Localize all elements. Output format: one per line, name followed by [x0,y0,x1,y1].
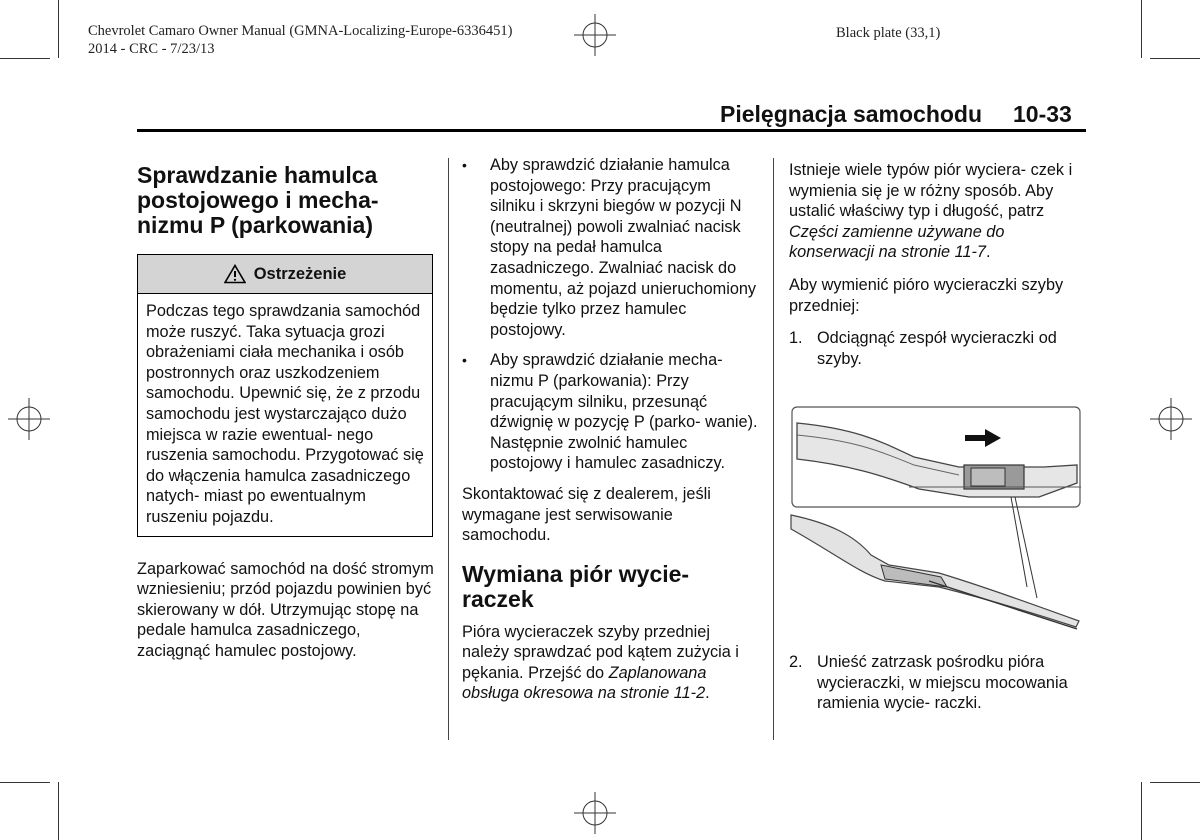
print-meta-line1: Chevrolet Camaro Owner Manual (GMNA-Localizing-Europe-6336451) [88,23,513,39]
warning-header [138,255,432,294]
bullet-text: Aby sprawdzić działanie mecha- nizmu P (parkowania): Przy pracującym silniku, przesunąć dźwignię w pozycję P (parko- wanie). Następnie zwolnić hamulec postojowy i hamulec zasadniczy. [490,351,758,473]
print-meta-line2: 2014 - CRC - 7/23/13 [88,41,215,57]
registration-mark-right [1150,398,1192,440]
link-replacement-parts[interactable]: Części zamienne używane do konserwacji na stronie 11-7 [789,222,1005,262]
link-scheduled-maintenance[interactable]: Zaplanowana obsługa okresowa na stronie 11-2 [462,663,707,703]
step-number: 2. [789,653,803,671]
column-2 [462,155,760,716]
paragraph-park-on-slope: Zaparkować samochód na dość stromym wzniesieniu; przód pojazdu powinien być skierowany w dół. Utrzymując stopę na pedale hamulca zasadniczego, zaciągnąć hamulec postojowy. [137,559,434,660]
list-item [462,155,760,340]
registration-mark-top [574,14,616,56]
period: . [985,243,991,262]
period: . [705,684,710,703]
warning-text: Podczas tego sprawdzania samochód może ruszyć. Taka sytuacja grozi obrażeniami ciała mechanika i osób postronnych oraz uszkodzeniem samochodu. Upewnić się, że z przodu samochodu jest wystarczająco dużo miejsca w razie ewentual- nego ruszenia samochodu. Przygotować się do włączenia hamulca zasadniczego natych- miast po ewentualnym ruszeniu pojazdu. [146,302,424,526]
bullet-icon: • [462,352,467,369]
registration-mark-bottom [574,792,616,834]
bullet-icon: • [462,157,467,173]
paragraph-wiper-types [789,160,1079,263]
warning-triangle-icon [224,264,246,284]
wiper-check-text: Pióra wycieraczek szyby przedniej należy sprawdzać pod kątem zużycia i pękania. Przejść do [462,622,739,682]
paragraph-replace-intro: Aby wymienić pióro wycieraczki szyby przedniej: [789,275,1064,315]
column-1 [137,163,437,674]
step-number: 1. [789,329,803,348]
warning-title: Ostrzeżenie [253,264,347,283]
step-item [789,328,1079,369]
heading-wiper-replacement: Wymiana piór wycie- raczek [462,560,690,612]
registration-mark-left [8,398,50,440]
heading-parking-brake-check: Sprawdzanie hamulca postojowego i mecha- nizmu P (parkowania) [137,162,379,238]
column-divider-1 [448,158,449,740]
wiper-types-text: Istnieje wiele typów piór wyciera- czek i wymienia się je w różny sposób. Aby ustalić właściwy typ i długość, patrz [789,161,1073,221]
column-3-continued [789,652,1079,724]
paragraph-contact-dealer: Skontaktować się z dealerem, jeśli wymagane jest serwisowanie samochodu. [462,484,711,545]
page-number: 10-33 [1013,101,1072,127]
header-rule [137,129,1086,132]
paragraph-wiper-check [462,622,760,704]
step-text: Unieść zatrzask pośrodku pióra wycieraczki, w miejscu mocowania ramienia wycie- raczki. [817,653,1068,713]
warning-box [137,254,433,537]
bullet-text: Aby sprawdzić działanie hamulca postojowego: Przy pracującym silniku i skrzyni biegów w pozycji N (neutralnej) powoli zwalniać nacisk stopy na pedał hamulca zasadniczego. Zwalniać nacisk do momentu, aż pojazd unieruchomiony będzie tylko przez hamulec postojowy. [490,156,757,339]
step-text: Odciągnąć zespół wycieraczki od szyby. [817,329,1057,368]
column-divider-2 [773,158,774,740]
column-3 [789,160,1079,379]
step-item [789,652,1079,714]
section-title: Pielęgnacja samochodu [720,101,983,127]
list-item [462,350,760,474]
plate-info: Black plate (33,1) [836,25,941,41]
wiper-illustration [789,405,1083,640]
